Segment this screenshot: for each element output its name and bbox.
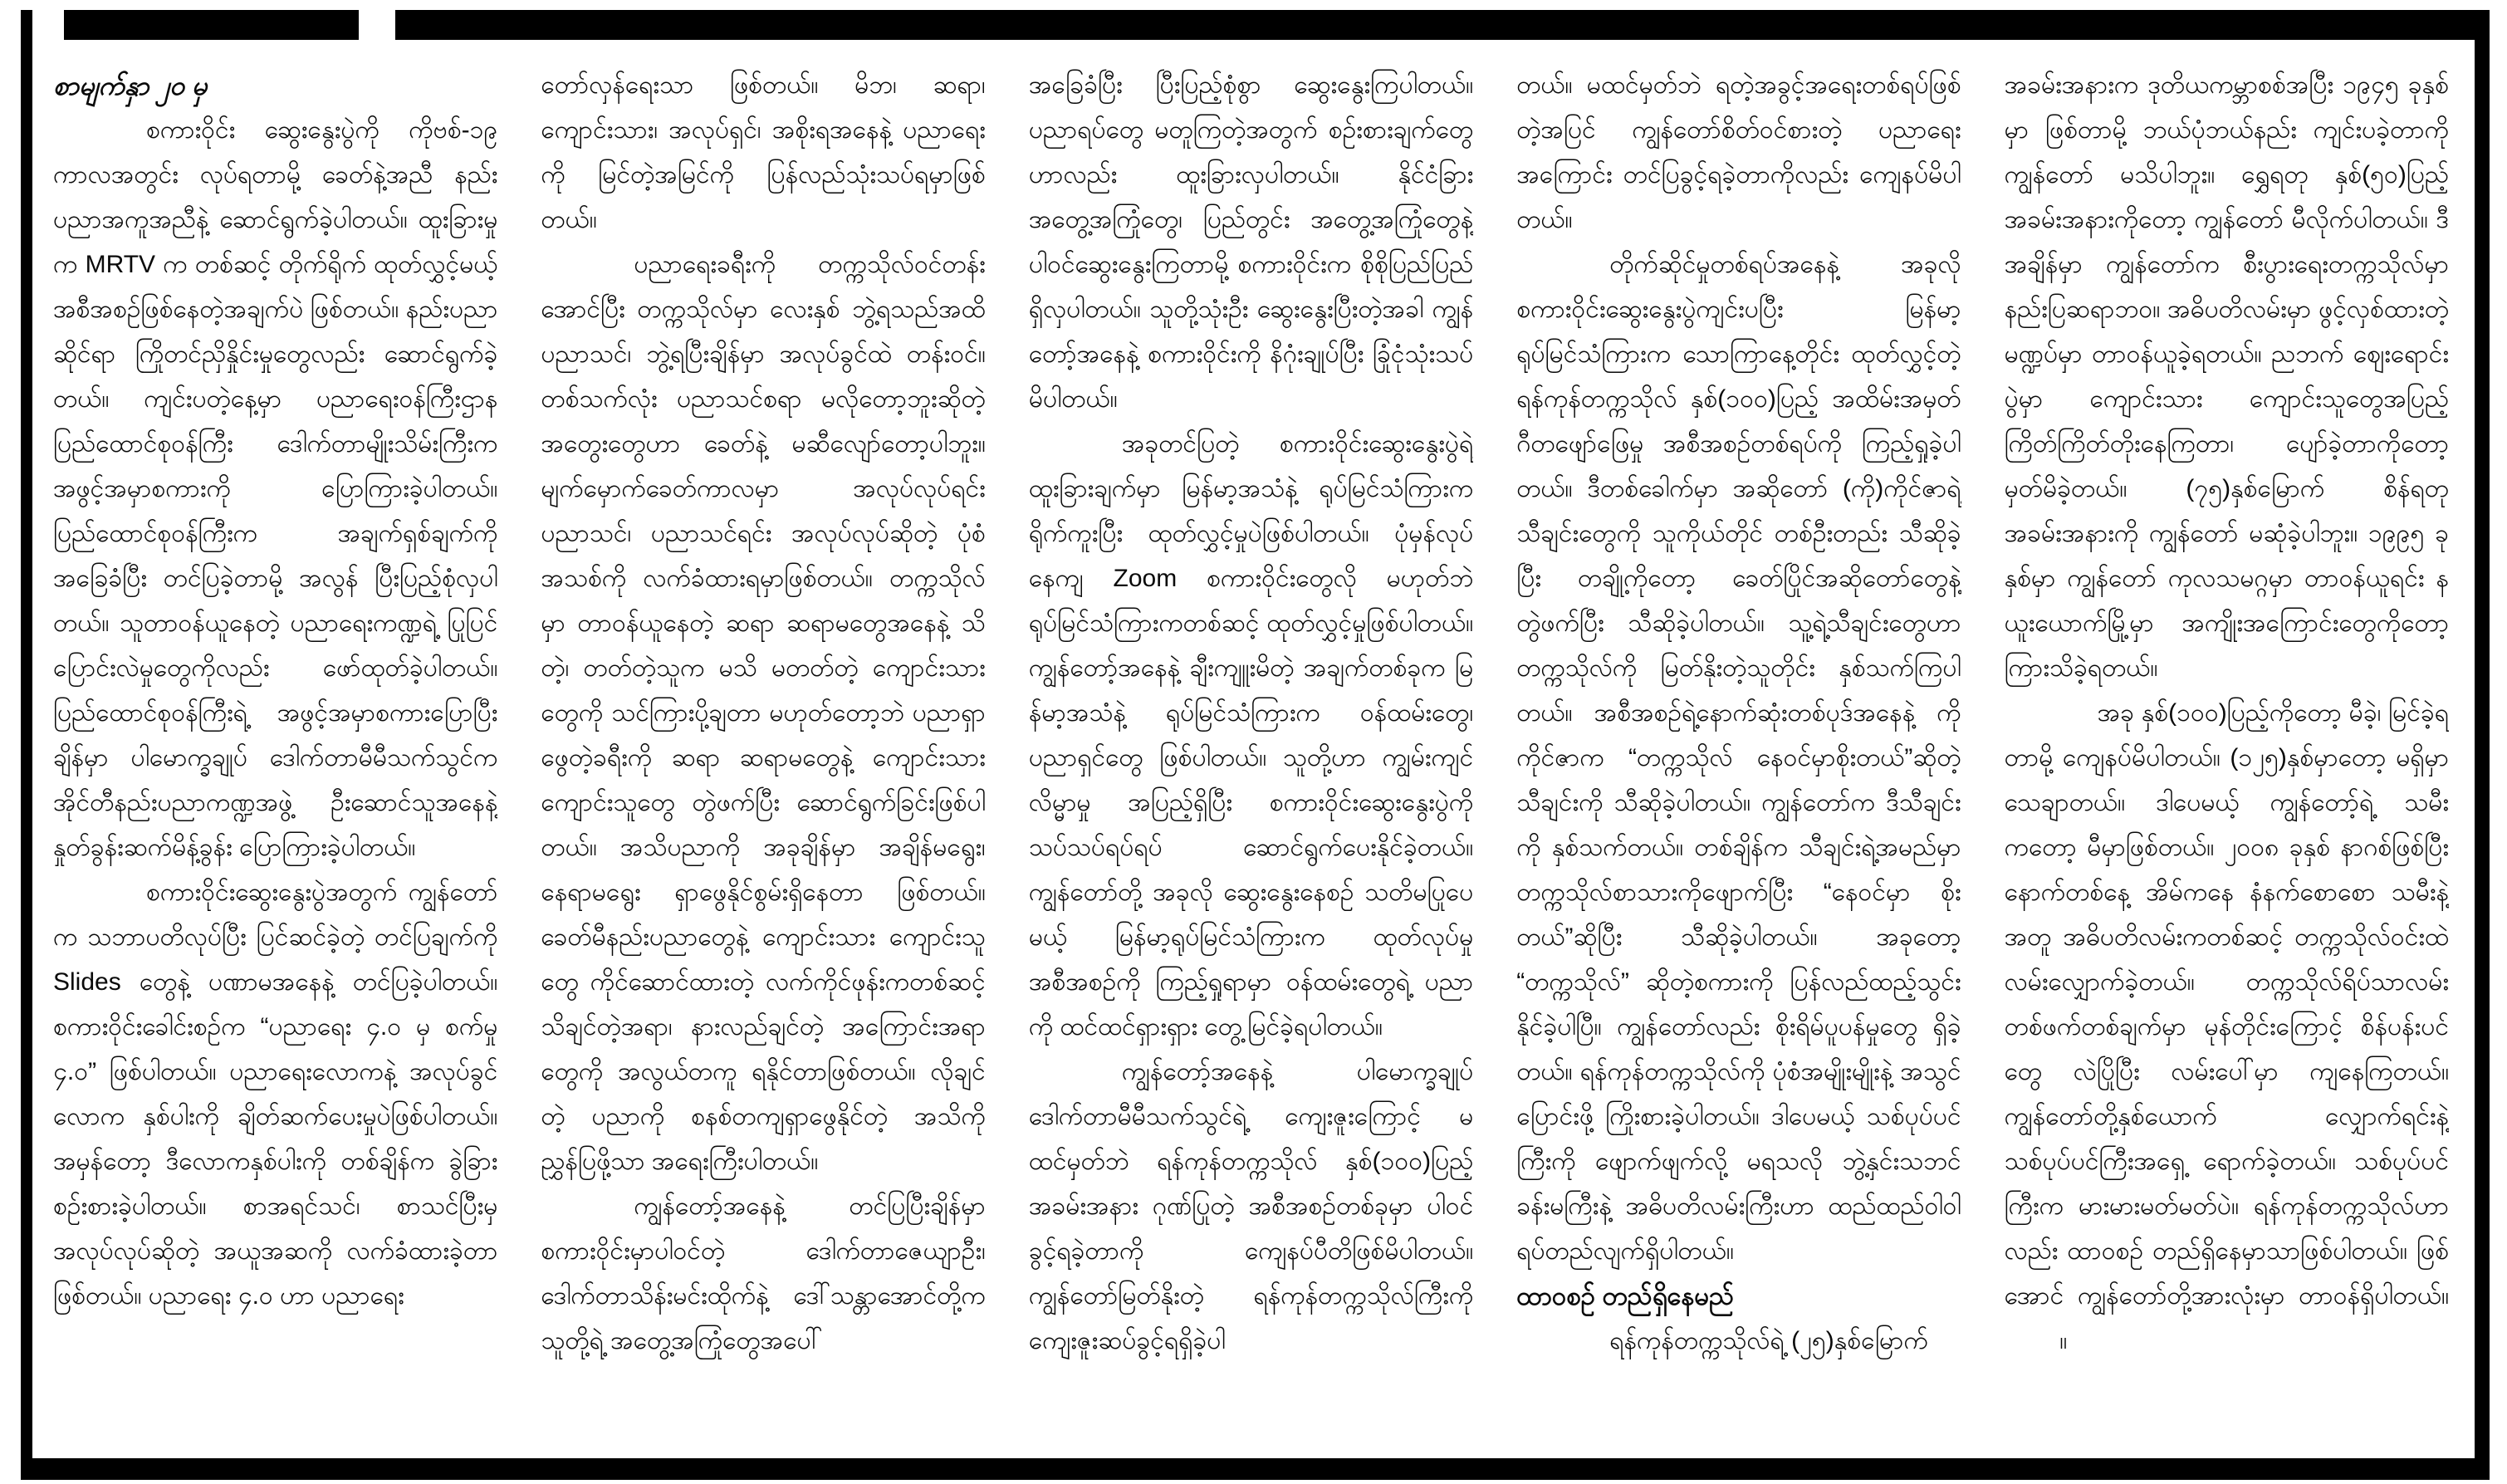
article-columns bbox=[53, 63, 2449, 1444]
paragraph: စကားဝိုင်းဆွေးနွေးပွဲအတွက် ကျွန်တော်က သဘာပတိလုပ်ပြီး ပြင်ဆင်ခဲ့တဲ့ တင်ပြချက်ကို Slides တွေနဲ့ ပဏာမအနေနဲ့ တင်ပြခဲ့ပါတယ်။ စကားဝိုင်းခေါင်းစဉ်က “ပညာရေး ၄.၀ မှ စက်မှု ၄.၀” ဖြစ်ပါတယ်။ ပညာရေးလောကနဲ့ အလုပ်ခွင်လောက နှစ်ပါးကို ချိတ်ဆက်ပေးမှုပဲဖြစ်ပါတယ်။ အမှန်တော့ ဒီလောကနှစ်ပါးကို တစ်ချိန်က ခွဲခြားစဉ်းစားခဲ့ပါတယ်။ စာအရင်သင်၊ စာသင်ပြီးမှအလုပ်လုပ်ဆိုတဲ့ အယူအဆကို လက်ခံထားခဲ့တာ ဖြစ်တယ်။ ပညာရေး ၄.၀ ဟာ ပညာရေး bbox=[53, 879, 498, 1310]
paragraph: ကျွန်တော့်အနေနဲ့ တင်ပြပြီးချိန်မှာ စကားဝိုင်းမှာပါဝင်တဲ့ ဒေါက်တာဇေယျာဦး၊ ဒေါက်တာသိန်းမင်းထိုက်နဲ့ ဒေါ်သန္တာအောင်တို့က သူတို့ရဲ့ အတွေ့အကြုံတွေအပေါ် bbox=[541, 1193, 986, 1354]
top-border-right-segment bbox=[395, 10, 2488, 40]
continued-from-note: စာမျက်နှာ ၂၀ မှ bbox=[53, 71, 208, 100]
paragraph: ရန်ကုန်တက္ကသိုလ်ရဲ့ (၂၅)နှစ်မြောက် bbox=[1609, 1327, 1928, 1354]
left-border bbox=[21, 10, 32, 1480]
top-border-left-segment bbox=[64, 10, 359, 40]
paragraph: တိုက်ဆိုင်မှုတစ်ရပ်အနေနဲ့ အခုလို စကားဝိုင်းဆွေးနွေးပွဲကျင်းပပြီး မြန်မာ့ရုပ်မြင်သံကြားက သောကြာနေ့တိုင်း ထုတ်လွှင့်တဲ့ ရန်ကုန်တက္ကသိုလ် နှစ်(၁၀၀)ပြည့် အထိမ်းအမှတ် ဂီတဖျော်ဖြေမှု အစီအစဉ်တစ်ရပ်ကို ကြည့်ရှုခဲ့ပါတယ်။ ဒီတစ်ခေါက်မှာ အဆိုတော် (ကို)ကိုင်ဇာရဲ့ သီချင်းတွေကို သူကိုယ်တိုင် တစ်ဦးတည်း သီဆိုခဲ့ပြီး တချို့ကိုတော့ ခေတ်ပြိုင်အဆိုတော်တွေနဲ့ တွဲဖက်ပြီး သီဆိုခဲ့ပါတယ်။ သူ့ရဲ့သီချင်းတွေဟာ တက္ကသိုလ်ကို မြတ်နိုးတဲ့သူတိုင်း နှစ်သက်ကြပါတယ်။ အစီအစဉ်ရဲ့နောက်ဆုံးတစ်ပုဒ်အနေနဲ့ ကိုကိုင်ဇာက “တက္ကသိုလ် နေဝင်မှာစိုးတယ်”ဆိုတဲ့ သီချင်းကို သီဆိုခဲ့ပါတယ်။ ကျွန်တော်က ဒီသီချင်းကို နှစ်သက်တယ်။ တစ်ချိန်က သီချင်းရဲ့အမည်မှာ တက္ကသိုလ်စာသားကိုဖျောက်ပြီး “နေဝင်မှာ စိုးတယ်”ဆိုပြီး သီဆိုခဲ့ပါတယ်။ အခုတော့ “တက္ကသိုလ်” ဆိုတဲ့စကားကို ပြန်လည်ထည့်သွင်းနိုင်ခဲ့ပါပြီ။ ကျွန်တော်လည်း စိုးရိမ်ပူပန်မှုတွေ ရှိခဲ့တယ်။ ရန်ကုန်တက္ကသိုလ်ကို ပုံစံအမျိုးမျိုးနဲ့ အသွင်ပြောင်းဖို့ ကြိုးစားခဲ့ပါတယ်။ ဒါပေမယ့် သစ်ပုပ်ပင်ကြီးကို ဖျောက်ဖျက်လို့ မရသလို ဘွဲ့နှင်းသဘင် ခန်းမကြီးနဲ့ အဓိပတိလမ်းကြီးဟာ ထည်ထည်ဝါဝါ ရပ်တည်လျက်ရှိပါတယ်။ bbox=[1516, 251, 1961, 1265]
paragraph: အခုတင်ပြတဲ့ စကားဝိုင်းဆွေးနွေးပွဲရဲ့ ထူးခြားချက်မှာ မြန်မာ့အသံနဲ့ ရုပ်မြင်သံကြားက ရိုက်ကူးပြီး ထုတ်လွှင့်မှုပဲဖြစ်ပါတယ်။ ပုံမှန်လုပ်နေကျ Zoom စကားဝိုင်းတွေလို မဟုတ်ဘဲ ရုပ်မြင်သံကြားကတစ်ဆင့် ထုတ်လွှင့်မှုဖြစ်ပါတယ်။ ကျွန်တော့်အနေနဲ့ ချီးကျူးမိတဲ့ အချက်တစ်ခုက မြန်မာ့အသံနဲ့ ရုပ်မြင်သံကြားက ဝန်ထမ်းတွေ၊ ပညာရှင်တွေ ဖြစ်ပါတယ်။ သူတို့ဟာ ကျွမ်းကျင်လိမ္မာမှု အပြည့်ရှိပြီး စကားဝိုင်းဆွေးနွေးပွဲကို သပ်သပ်ရပ်ရပ် ဆောင်ရွက်ပေးနိုင်ခဲ့တယ်။ ကျွန်တော်တို့ အခုလို ဆွေးနွေးနေစဉ် သတိမပြုပေမယ့် မြန်မာ့ရုပ်မြင်သံကြားက ထုတ်လုပ်မှုအစီအစဉ်ကို ကြည့်ရှုရာမှာ ဝန်ထမ်းတွေရဲ့ ပညာကို ထင်ထင်ရှားရှား တွေ့မြင်ခဲ့ရပါတယ်။ bbox=[1028, 430, 1474, 1041]
paragraph: အခမ်းအနားက ဒုတိယကမ္ဘာစစ်အပြီး ၁၉၄၅ ခုနှစ်မှာ ဖြစ်တာမို့ ဘယ်ပုံဘယ်နည်း ကျင်းပခဲ့တာကို ကျွန်တော် မသိပါဘူး။ ရွှေရတု နှစ်(၅၀)ပြည့် အခမ်းအနားကိုတော့ ကျွန်တော် မီလိုက်ပါတယ်။ ဒီအချိန်မှာ ကျွန်တော်က စီးပွားရေးတက္ကသိုလ်မှာ နည်းပြဆရာဘဝ။ အဓိပတိလမ်းမှာ ဖွင့်လှစ်ထားတဲ့ မဏ္ဍပ်မှာ တာဝန်ယူခဲ့ရတယ်။ ညဘက် ဈေးရောင်းပွဲမှာ ကျောင်းသား ကျောင်းသူတွေအပြည့် ကြိတ်ကြိတ်တိုးနေကြတာ၊ ပျော်ခဲ့တာကိုတော့ မှတ်မိခဲ့တယ်။ (၇၅)နှစ်မြောက် စိန်ရတုအခမ်းအနားကို ကျွန်တော် မဆုံခဲ့ပါဘူး။ ၁၉၉၅ ခုနှစ်မှာ ကျွန်တော် ကုလသမဂ္ဂမှာ တာဝန်ယူရင်း နယူးယောက်မြို့မှာ အကျိုးအကြောင်းတွေကိုတော့ ကြားသိခဲ့ရတယ်။ bbox=[2004, 71, 2450, 682]
bottom-border bbox=[21, 1458, 2490, 1480]
right-border bbox=[2475, 10, 2490, 1480]
section-subheading: ထာဝစဉ် တည်ရှိနေမည် bbox=[1516, 1281, 1735, 1310]
paragraph: တယ်။ မထင်မှတ်ဘဲ ရတဲ့အခွင့်အရေးတစ်ရပ်ဖြစ်တဲ့အပြင် ကျွန်တော်စိတ်ဝင်စားတဲ့ ပညာရေးအကြောင်း တင်ပြခွင့်ရခဲ့တာကိုလည်း ကျေနပ်မိပါတယ်။ bbox=[1516, 71, 1961, 233]
column-5 bbox=[2005, 63, 2449, 1444]
paragraph: အခြေခံပြီး ပြီးပြည့်စုံစွာ ဆွေးနွေးကြပါတယ်။ ပညာရပ်တွေ မတူကြတဲ့အတွက် စဉ်းစားချက်တွေဟာလည်း ထူးခြားလှပါတယ်။ နိုင်ငံခြားအတွေ့အကြုံတွေ၊ ပြည်တွင်း အတွေ့အကြုံတွေနဲ့ ပါဝင်ဆွေးနွေးကြတာမို့ စကားဝိုင်းက စိုစိုပြည်ပြည်ရှိလှပါတယ်။ သူတို့သုံးဦး ဆွေးနွေးပြီးတဲ့အခါ ကျွန်တော့်အနေနဲ့ စကားဝိုင်းကို နိဂုံးချုပ်ပြီး ခြုံငုံသုံးသပ်မိပါတယ်။ bbox=[1028, 71, 1474, 413]
paragraph: ကျွန်တော့်အနေနဲ့ ပါမောက္ခချုပ် ဒေါက်တာမီမီသက်သွင်ရဲ့ ကျေးဇူးကြောင့် မထင်မှတ်ဘဲ ရန်ကုန်တက္ကသိုလ် နှစ်(၁၀၀)ပြည့် အခမ်းအနား ဂုဏ်ပြုတဲ့ အစီအစဉ်တစ်ခုမှာ ပါဝင်ခွင့်ရခဲ့တာကို ကျေနပ်ပီတိဖြစ်မိပါတယ်။ ကျွန်တော်မြတ်နိုးတဲ့ ရန်ကုန်တက္ကသိုလ်ကြီးကို ကျေးဇူးဆပ်ခွင့်ရရှိခဲ့ပါ bbox=[1028, 1058, 1474, 1354]
paragraph: ပညာရေးခရီးကို တက္ကသိုလ်ဝင်တန်းအောင်ပြီး တက္ကသိုလ်မှာ လေးနှစ် ဘွဲ့ရသည်အထိ ပညာသင်၊ ဘွဲ့ရပြီးချိန်မှာ အလုပ်ခွင်ထဲ တန်းဝင်။ တစ်သက်လုံး ပညာသင်စရာ မလိုတော့ဘူးဆိုတဲ့ အတွေးတွေဟာ ခေတ်နဲ့ မဆီလျော်တော့ပါဘူး။ မျက်မှောက်ခေတ်ကာလမှာ အလုပ်လုပ်ရင်း ပညာသင်၊ ပညာသင်ရင်း အလုပ်လုပ်ဆိုတဲ့ ပုံစံအသစ်ကို လက်ခံထားရမှာဖြစ်တယ်။ တက္ကသိုလ်မှာ တာဝန်ယူနေတဲ့ ဆရာ ဆရာမတွေအနေနဲ့ သိတဲ့၊ တတ်တဲ့သူက မသိ မတတ်တဲ့ ကျောင်းသားတွေကို သင်ကြားပို့ချတာ မဟုတ်တော့ဘဲ ပညာရှာဖွေတဲ့ခရီးကို ဆရာ ဆရာမတွေနဲ့ ကျောင်းသား ကျောင်းသူတွေ တွဲဖက်ပြီး ဆောင်ရွက်ခြင်းဖြစ်ပါတယ်။ အသိပညာကို အခုချိန်မှာ အချိန်မရွေး၊ နေရာမရွေး ရှာဖွေနိုင်စွမ်းရှိနေတာ ဖြစ်တယ်။ ခေတ်မီနည်းပညာတွေနဲ့ ကျောင်းသား ကျောင်းသူတွေ ကိုင်ဆောင်ထားတဲ့ လက်ကိုင်ဖုန်းကတစ်ဆင့် သိချင်တဲ့အရာ၊ နားလည်ချင်တဲ့ အကြောင်းအရာတွေကို အလွယ်တကူ ရနိုင်တာဖြစ်တယ်။ လိုချင်တဲ့ ပညာကို စနစ်တကျရှာဖွေနိုင်တဲ့ အသိကို ညွှန်ပြဖို့သာ အရေးကြီးပါတယ်။ bbox=[541, 251, 986, 1175]
paragraph: အခု နှစ်(၁၀၀)ပြည့်ကိုတော့ မီခဲ့၊ မြင်ခဲ့ရတာမို့ ကျေနပ်မိပါတယ်။ (၁၂၅)နှစ်မှာတော့ မရှိမှာ သေချာတယ်။ ဒါပေမယ့် ကျွန်တော့်ရဲ့ သမီးကတော့ မီမှာဖြစ်တယ်။ ၂၀၀၈ ခုနှစ် နာဂစ်ဖြစ်ပြီးနောက်တစ်နေ့ အိမ်ကနေ နံနက်စောစော သမီးနဲ့အတူ အဓိပတိလမ်းကတစ်ဆင့် တက္ကသိုလ်ဝင်းထဲ လမ်းလျှောက်ခဲ့တယ်။ တက္ကသိုလ်ရိပ်သာလမ်း တစ်ဖက်တစ်ချက်မှာ မုန်တိုင်းကြောင့် စိန်ပန်းပင်တွေ လဲပြိုပြီး လမ်းပေါ်မှာ ကျနေကြတယ်။ ကျွန်တော်တို့နှစ်ယောက် လျှောက်ရင်းနဲ့ သစ်ပုပ်ပင်ကြီးအရှေ့ ရောက်ခဲ့တယ်။ သစ်ပုပ်ပင်ကြီးက မားမားမတ်မတ်ပဲ။ ရန်ကုန်တက္ကသိုလ်ဟာလည်း ထာဝစဉ် တည်ရှိနေမှာသာဖြစ်ပါတယ်။ ဖြစ်အောင် ကျွန်တော်တို့အားလုံးမှာ တာဝန်ရှိပါတယ်။ ။ bbox=[2004, 699, 2450, 1354]
column-2 bbox=[541, 63, 985, 1444]
column-3 bbox=[1029, 63, 1473, 1444]
column-4 bbox=[1516, 63, 1961, 1444]
paragraph: စကားဝိုင်း ဆွေးနွေးပွဲကို ကိုဗစ်-၁၉ ကာလအတွင်း လုပ်ရတာမို့ ခေတ်နဲ့အညီ နည်းပညာအကူအညီနဲ့ ဆောင်ရွက်ခဲ့ပါတယ်။ ထူးခြားမှုက MRTV က တစ်ဆင့် တိုက်ရိုက် ထုတ်လွှင့်မယ့် အစီအစဉ်ဖြစ်နေတဲ့အချက်ပဲ ဖြစ်တယ်။ နည်းပညာဆိုင်ရာ ကြိုတင်ညှိနှိုင်းမှုတွေလည်း ဆောင်ရွက်ခဲ့တယ်။ ကျင်းပတဲ့နေ့မှာ ပညာရေးဝန်ကြီးဌာန ပြည်ထောင်စုဝန်ကြီး ဒေါက်တာမျိုးသိမ်းကြီးက အဖွင့်အမှာစကားကို ပြောကြားခဲ့ပါတယ်။ ပြည်ထောင်စုဝန်ကြီးက အချက်ရှစ်ချက်ကို အခြေခံပြီး တင်ပြခဲ့တာမို့ အလွန် ပြီးပြည့်စုံလှပါတယ်။ သူတာဝန်ယူနေတဲ့ ပညာရေးကဏ္ဍရဲ့ ပြုပြင်ပြောင်းလဲမှုတွေကိုလည်း ဖော်ထုတ်ခဲ့ပါတယ်။ ပြည်ထောင်စုဝန်ကြီးရဲ့ အဖွင့်အမှာစကားပြောပြီးချိန်မှာ ပါမောက္ခချုပ် ဒေါက်တာမီမီသက်သွင်က အိုင်တီနည်းပညာကဏ္ဍအဖွဲ့ ဦးဆောင်သူအနေနဲ့ နှုတ်ခွန်းဆက်မိန့်ခွန်း ပြောကြားခဲ့ပါတယ်။ bbox=[53, 116, 498, 861]
column-1 bbox=[53, 63, 497, 1444]
paragraph: တော်လှန်ရေးသာ ဖြစ်တယ်။ မိဘ၊ ဆရာ၊ ကျောင်းသား၊ အလုပ်ရှင်၊ အစိုးရအနေနဲ့ ပညာရေးကို မြင်တဲ့အမြင်ကို ပြန်လည်သုံးသပ်ရမှာဖြစ်တယ်။ bbox=[541, 71, 986, 233]
